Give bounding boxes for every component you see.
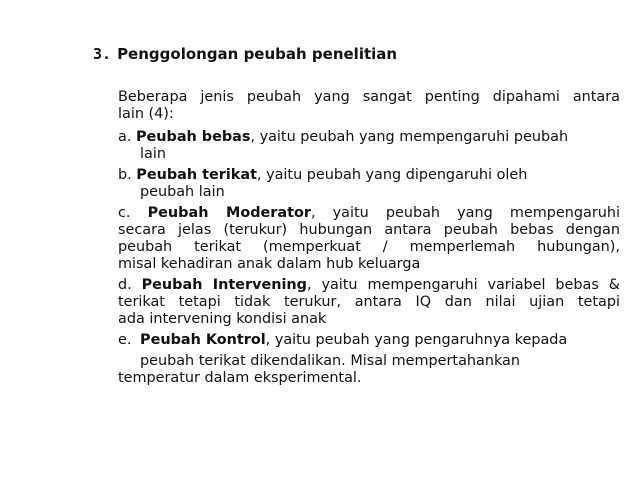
list-item-d — [118, 277, 620, 328]
item-term: Peubah Moderator — [147, 205, 311, 221]
list-item-e — [118, 332, 620, 387]
list-item-b — [118, 167, 620, 201]
item-continuation: terikat tetapi tidak terukur, antara IQ dan nilai ujian tetapi — [118, 294, 620, 310]
item-first-line — [118, 167, 620, 184]
item-text: , yaitu peubah yang dipengaruhi oleh — [256, 167, 528, 183]
heading-number: 3. — [93, 45, 112, 63]
section-heading — [93, 45, 397, 63]
intro-paragraph — [118, 89, 620, 123]
item-continuation: peubah terikat dikendalikan. Misal mempertahankan — [140, 353, 520, 369]
item-first-line — [118, 332, 620, 349]
item-continuation: lain — [140, 146, 166, 162]
slide-body — [118, 89, 620, 387]
item-continuation: misal kehadiran anak dalam hub keluarga — [118, 256, 421, 272]
item-continuation: secara jelas (terukur) hubungan antara peubah bebas dengan — [118, 222, 620, 238]
item-prefix: a. — [118, 129, 132, 145]
item-continuation: ada intervening kondisi anak — [118, 311, 327, 327]
item-continuation: temperatur dalam eksperimental. — [118, 370, 362, 386]
item-text: , yaitu peubah yang mempengaruhi — [310, 205, 620, 221]
item-prefix: d. — [118, 277, 132, 293]
item-continuation: peubah lain — [140, 184, 225, 200]
heading-title: Penggolongan peubah penelitian — [117, 45, 398, 63]
item-term: Peubah terikat — [136, 167, 257, 183]
item-first-line — [118, 129, 620, 146]
item-continuation: peubah terikat (memperkuat / memperlemah hubungan), — [118, 239, 620, 255]
intro-line: Beberapa jenis peubah yang sangat penting dipahami antara — [118, 89, 620, 105]
item-text: , yaitu peubah yang mempengaruhi peubah — [250, 129, 569, 145]
item-text: , yaitu peubah yang pengaruhnya kepada — [265, 332, 568, 348]
item-first-line — [118, 277, 620, 294]
item-prefix: b. — [118, 167, 132, 183]
list-item-a — [118, 129, 620, 163]
item-first-line — [118, 205, 620, 222]
item-prefix: c. — [118, 205, 131, 221]
item-term: Peubah Kontrol — [140, 332, 266, 348]
item-prefix: e. — [118, 332, 132, 348]
item-term: Peubah Intervening — [141, 277, 307, 293]
intro-line: lain (4): — [118, 106, 174, 122]
item-text: , yaitu mempengaruhi variabel bebas & — [306, 277, 620, 293]
item-term: Peubah bebas — [135, 129, 251, 145]
list-item-c — [118, 205, 620, 273]
